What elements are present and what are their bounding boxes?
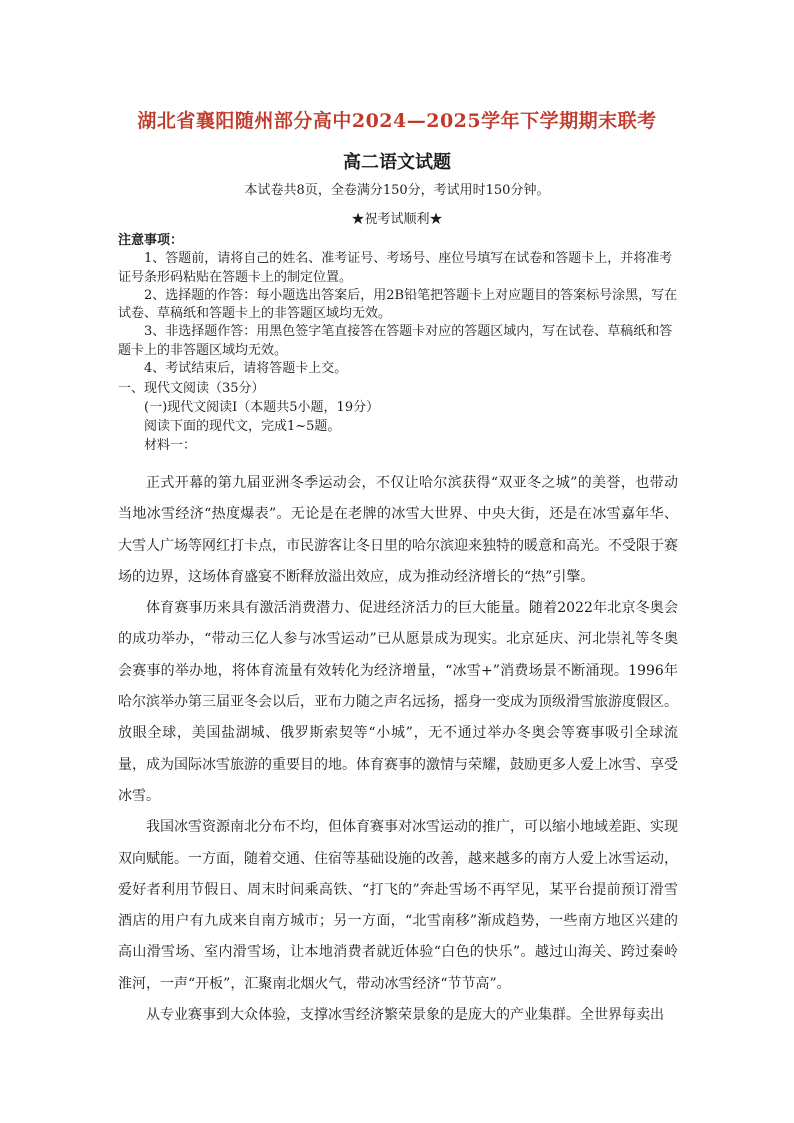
- passage-paragraph-2: 体育赛事历来具有激活消费潜力、促进经济活力的巨大能量。随着2022年北京冬奥会的成功举办，“带动三亿人参与冰雪运动”已从愿景成为现实。北京延庆、河北崇礼等冬奥会赛事的举办地，将体育流量有效转化为经济增量，“冰雪+”消费场景不断涌现。1996年哈尔滨举办第三届亚冬会以后，亚布力随之声名远扬，摇身一变成为顶级滑雪旅游度假区。放眼全球，美国盐湖城、俄罗斯索契等“小城”，无不通过举办冬奥会等赛事吸引全球流量，成为国际冰雪旅游的重要目的地。体育赛事的激情与荣耀，鼓励更多人爱上冰雪、享受冰雪。: [118, 600, 678, 804]
- exam-info: 本试卷共8页，全卷满分150分，考试用时150分钟。: [244, 183, 550, 198]
- exam-wish: ★祝考试顺利★: [351, 212, 443, 227]
- material-label: 材料一：: [144, 438, 197, 453]
- instruction: 阅读下面的现代文，完成1~5题。: [144, 419, 341, 434]
- notes-item-2: 2、选择题的作答：每小题选出答案后，用2B铅笔把答题卡上对应题目的答案标号涂黑，写在试卷、草稿纸和答题卡上的非答题区域均无效。: [118, 287, 678, 322]
- part-title: 一、现代文阅读（35分）: [118, 381, 265, 396]
- notes-item-3: 3、非选择题作答：用黑色签字笔直接答在答题卡对应的答题区域内，写在试卷、草稿纸和答题卡上的非答题区域均无效。: [118, 324, 673, 358]
- sub-title: (一)现代文阅读Ⅰ（本题共5小题，19分）: [144, 400, 380, 415]
- notes-heading: 注意事项：: [118, 233, 184, 248]
- passage-paragraph-3: 我国冰雪资源南北分布不均，但体育赛事对冰雪运动的推广，可以缩小地域差距、实现双向赋能。一方面，随着交通、住宿等基础设施的改善，越来越多的南方人爱上冰雪运动，爱好者利用节假日、周末时间乘高铁、“打飞的”奔赴雪场不再罕见，某平台提前预订滑雪酒店的用户有九成来自南方城市；另一方面，“北雪南移”渐成趋势，一些南方地区兴建的高山滑雪场、室内滑雪场，让本地消费者就近体验“白色的快乐”。越过山海关、跨过秦岭淮河，一声“开板”，汇聚南北烟火气，带动冰雪经济“节节高”。: [118, 819, 678, 992]
- notes-block: [118, 232, 678, 378]
- exam-subtitle: 高二语文试题: [343, 152, 451, 173]
- notes-item-4: 4、考试结束后，请将答题卡上交。: [144, 361, 348, 377]
- passage-paragraph-1: 正式开幕的第九届亚洲冬季运动会，不仅让哈尔滨获得“双亚冬之城”的美誉，也带动当地冰雪经济“热度爆表”。无论是在老牌的冰雪大世界、中央大街，还是在冰雪嘉年华、大雪人广场等网红打卡点，市民游客让冬日里的哈尔滨迎来独特的暖意和高光。不受限于赛场的边界，这场体育盛宴不断释放溢出效应，成为推动经济增长的“热”引擎。: [118, 475, 678, 585]
- exam-title: 湖北省襄阳随州部分高中2024—2025学年下学期期末联考: [137, 110, 657, 132]
- passage: [118, 468, 678, 1031]
- section-header: [118, 379, 678, 455]
- notes-item-1: 1、答题前，请将自己的姓名、准考证号、考场号、座位号填写在试卷和答题卡上，并将准考证号条形码粘贴在答题卡上的制定位置。: [118, 251, 673, 285]
- passage-paragraph-4: 从专业赛事到大众体验，支撑冰雪经济繁荣景象的是庞大的产业集群。全世界每卖出: [146, 1007, 664, 1024]
